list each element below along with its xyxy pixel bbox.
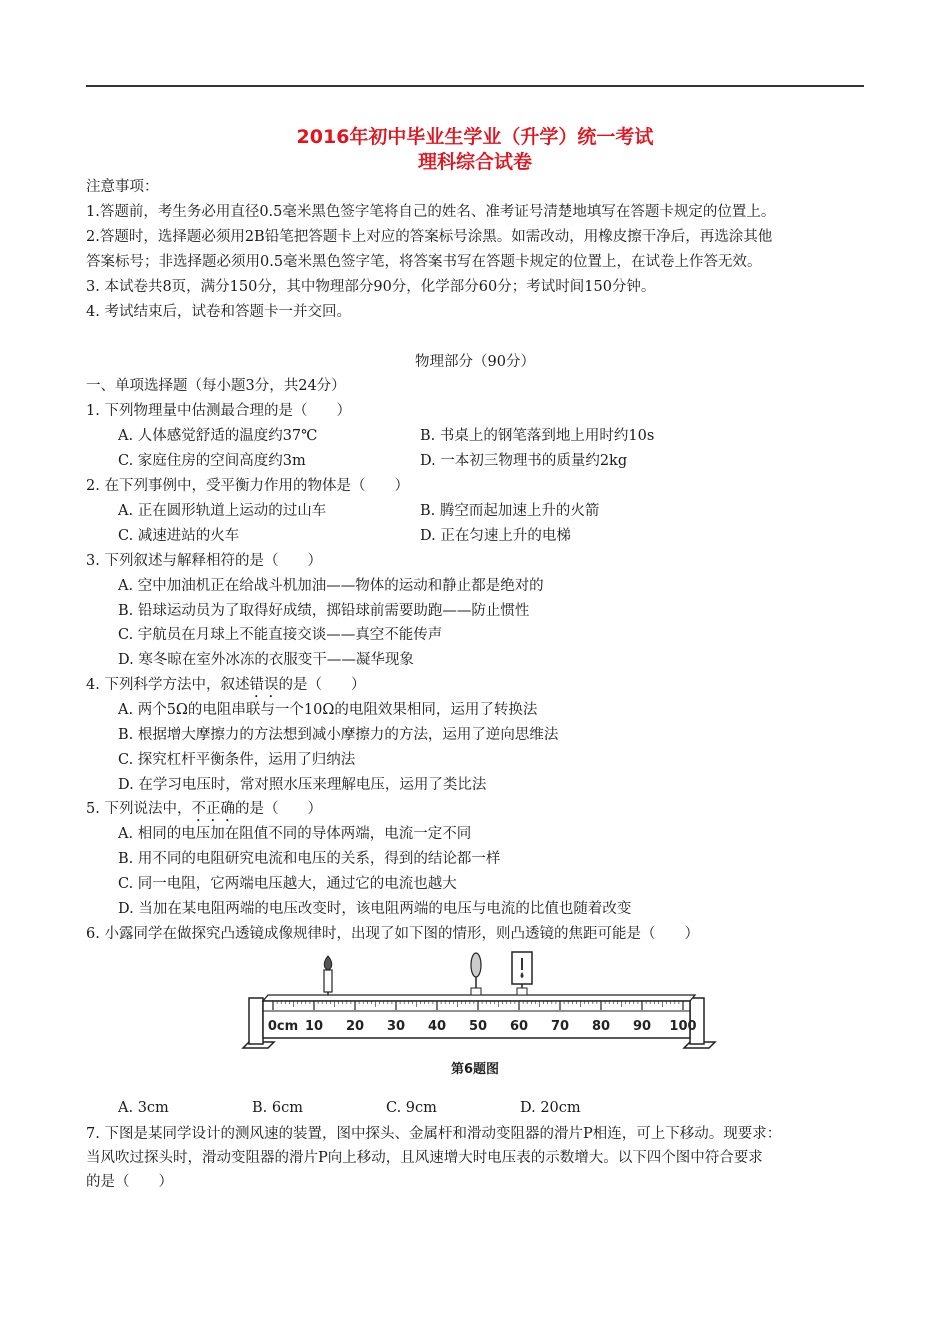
- q2-option-b: B. 腾空而起加速上升的火箭: [420, 503, 600, 519]
- question-6-stem: 6. 小露同学在做探究凸透镜成像规律时，出现了如下图的情形，则凸透镜的焦距可能是（ ）: [86, 926, 699, 942]
- question-7-line: 7. 下图是某同学设计的测风速的装置，图中探头、金属杆和滑动变阻器的滑片P相连，可上下移动。现要求：: [86, 1126, 782, 1142]
- candle-flame: [324, 956, 332, 970]
- question-4-stem: [86, 675, 365, 701]
- question-2-stem: 2. 在下列事例中，受平衡力作用的物体是（ ）: [86, 478, 409, 494]
- question-5-stem: [86, 799, 322, 825]
- question-3-stem: 3. 下列叙述与解释相符的是（ ）: [86, 553, 322, 569]
- scale-tick-label: 0cm: [267, 1019, 299, 1034]
- q1-option-a: A. 人体感觉舒适的温度约37℃: [118, 428, 318, 444]
- q5-option-b: B. 用不同的电阻研究电流和电压的关系，得到的结论都一样: [118, 851, 501, 867]
- q4-option-a: A. 两个5Ω的电阻串联与一个10Ω的电阻效果相同，运用了转换法: [118, 702, 538, 718]
- q3-option-d: D. 寒冬晾在室外冰冻的衣服变干——凝华现象: [118, 652, 414, 668]
- notice-item: 2.答题时，选择题必须用2B铅笔把答题卡上对应的答案标号涂黑。如需改动，用橡皮擦干净后，再选涂其他: [86, 229, 773, 245]
- q1-option-c: C. 家庭住房的空间高度约3m: [118, 453, 306, 469]
- section-title: 物理部分（90分）: [415, 354, 535, 370]
- notice-item: 3. 本试卷共8页，满分150分，其中物理部分90分，化学部分60分；考试时间150分钟。: [86, 279, 656, 295]
- notice-heading: 注意事项：: [86, 179, 159, 195]
- lens-holder-base: [471, 988, 481, 995]
- scale-tick-label: 90: [632, 1019, 652, 1034]
- q4-emphasis: 错误: [249, 677, 279, 693]
- q4-option-d: D. 在学习电压时，常对照水压来理解电压，运用了类比法: [118, 777, 487, 793]
- q4-option-c: C. 探究杠杆平衡条件，运用了归纳法: [118, 752, 356, 768]
- optical-bench-figure: [240, 950, 720, 1060]
- figure-caption: 第6题图: [450, 1062, 500, 1077]
- convex-lens: [471, 953, 481, 977]
- q6-option-d: D. 20cm: [520, 1100, 581, 1116]
- question-1-stem: 1. 下列物理量中估测最合理的是（ ）: [86, 403, 351, 419]
- q5-option-c: C. 同一电阻，它两端电压越大，通过它的电流也越大: [118, 876, 457, 892]
- q4-stem-post: 的是（ ）: [278, 677, 366, 693]
- q5-stem-post: 的是（ ）: [234, 801, 322, 817]
- exam-subtitle: 理科综合试卷: [417, 151, 532, 173]
- q3-option-c: C. 宇航员在月球上不能直接交谈——真空不能传声: [118, 627, 443, 643]
- q3-option-a: A. 空中加油机正在给战斗机加油——物体的运动和静止都是绝对的: [118, 578, 544, 594]
- screen-holder-base: [517, 988, 527, 995]
- scale-tick-label: 70: [550, 1019, 570, 1034]
- question-7-line: 的是（ ）: [86, 1174, 173, 1190]
- optical-bench-drawing: [240, 950, 720, 1060]
- q1-option-b: B. 书桌上的钢笔落到地上用时约10s: [420, 428, 655, 444]
- exam-title: 2016年初中毕业生学业（升学）统一考试: [296, 126, 654, 148]
- scale-tick-label: 80: [591, 1019, 611, 1034]
- notice-item: 1.答题前，考生务必用直径0.5毫米黑色签字笔将自己的姓名、准考证号清楚地填写在答题卡规定的位置上。: [86, 204, 776, 220]
- bench-rail-top: [263, 995, 695, 1001]
- q1-option-d: D. 一本初三物理书的质量约2kg: [420, 453, 628, 469]
- q2-option-c: C. 减速进站的火车: [118, 528, 240, 544]
- scale-tick-label: 60: [509, 1019, 529, 1034]
- q6-option-c: C. 9cm: [386, 1100, 437, 1116]
- q5-stem-pre: 5. 下列说法中，: [86, 801, 192, 817]
- scale-tick-label: 50: [468, 1019, 488, 1034]
- scale-tick-label: 20: [345, 1019, 365, 1034]
- q4-stem-pre: 4. 下列科学方法中，叙述: [86, 677, 250, 693]
- q5-option-a: A. 相同的电压加在阻值不同的导体两端，电流一定不同: [118, 826, 472, 842]
- q6-option-a: A. 3cm: [118, 1100, 169, 1116]
- q2-option-a: A. 正在圆形轨道上运动的过山车: [118, 503, 327, 519]
- q5-option-d: D. 当加在某电阻两端的电压改变时，该电阻两端的电压与电流的比值也随着改变: [118, 901, 632, 917]
- q5-emphasis: 不正确: [191, 801, 235, 817]
- q3-option-b: B. 铅球运动员为了取得好成绩，掷铅球前需要助跑——防止惯性: [118, 603, 530, 619]
- scale-tick-label: 30: [386, 1019, 406, 1034]
- q6-option-b: B. 6cm: [252, 1100, 303, 1116]
- candle: [324, 970, 332, 992]
- part-heading: 一、单项选择题（每小题3分，共24分）: [86, 378, 346, 394]
- notice-item: 4. 考试结束后，试卷和答题卡一并交回。: [86, 304, 351, 320]
- notice-item: 答案标号；非选择题必须用0.5毫米黑色签字笔，将答案书写在答题卡规定的位置上，在试卷上作答无效。: [86, 254, 762, 270]
- question-7-line: 当风吹过探头时，滑动变阻器的滑片P向上移动，且风速增大时电压表的示数增大。以下四个图中符合要求: [86, 1150, 763, 1166]
- header-rule: [86, 85, 864, 87]
- scale-tick-label: 10: [304, 1019, 324, 1034]
- scale-tick-label: 100: [669, 1019, 697, 1034]
- bench-post-left: [249, 998, 263, 1044]
- q2-option-d: D. 正在匀速上升的电梯: [420, 528, 571, 544]
- scale-tick-label: 40: [427, 1019, 447, 1034]
- q4-option-b: B. 根据增大摩擦力的方法想到减小摩擦力的方法，运用了逆向思维法: [118, 727, 559, 743]
